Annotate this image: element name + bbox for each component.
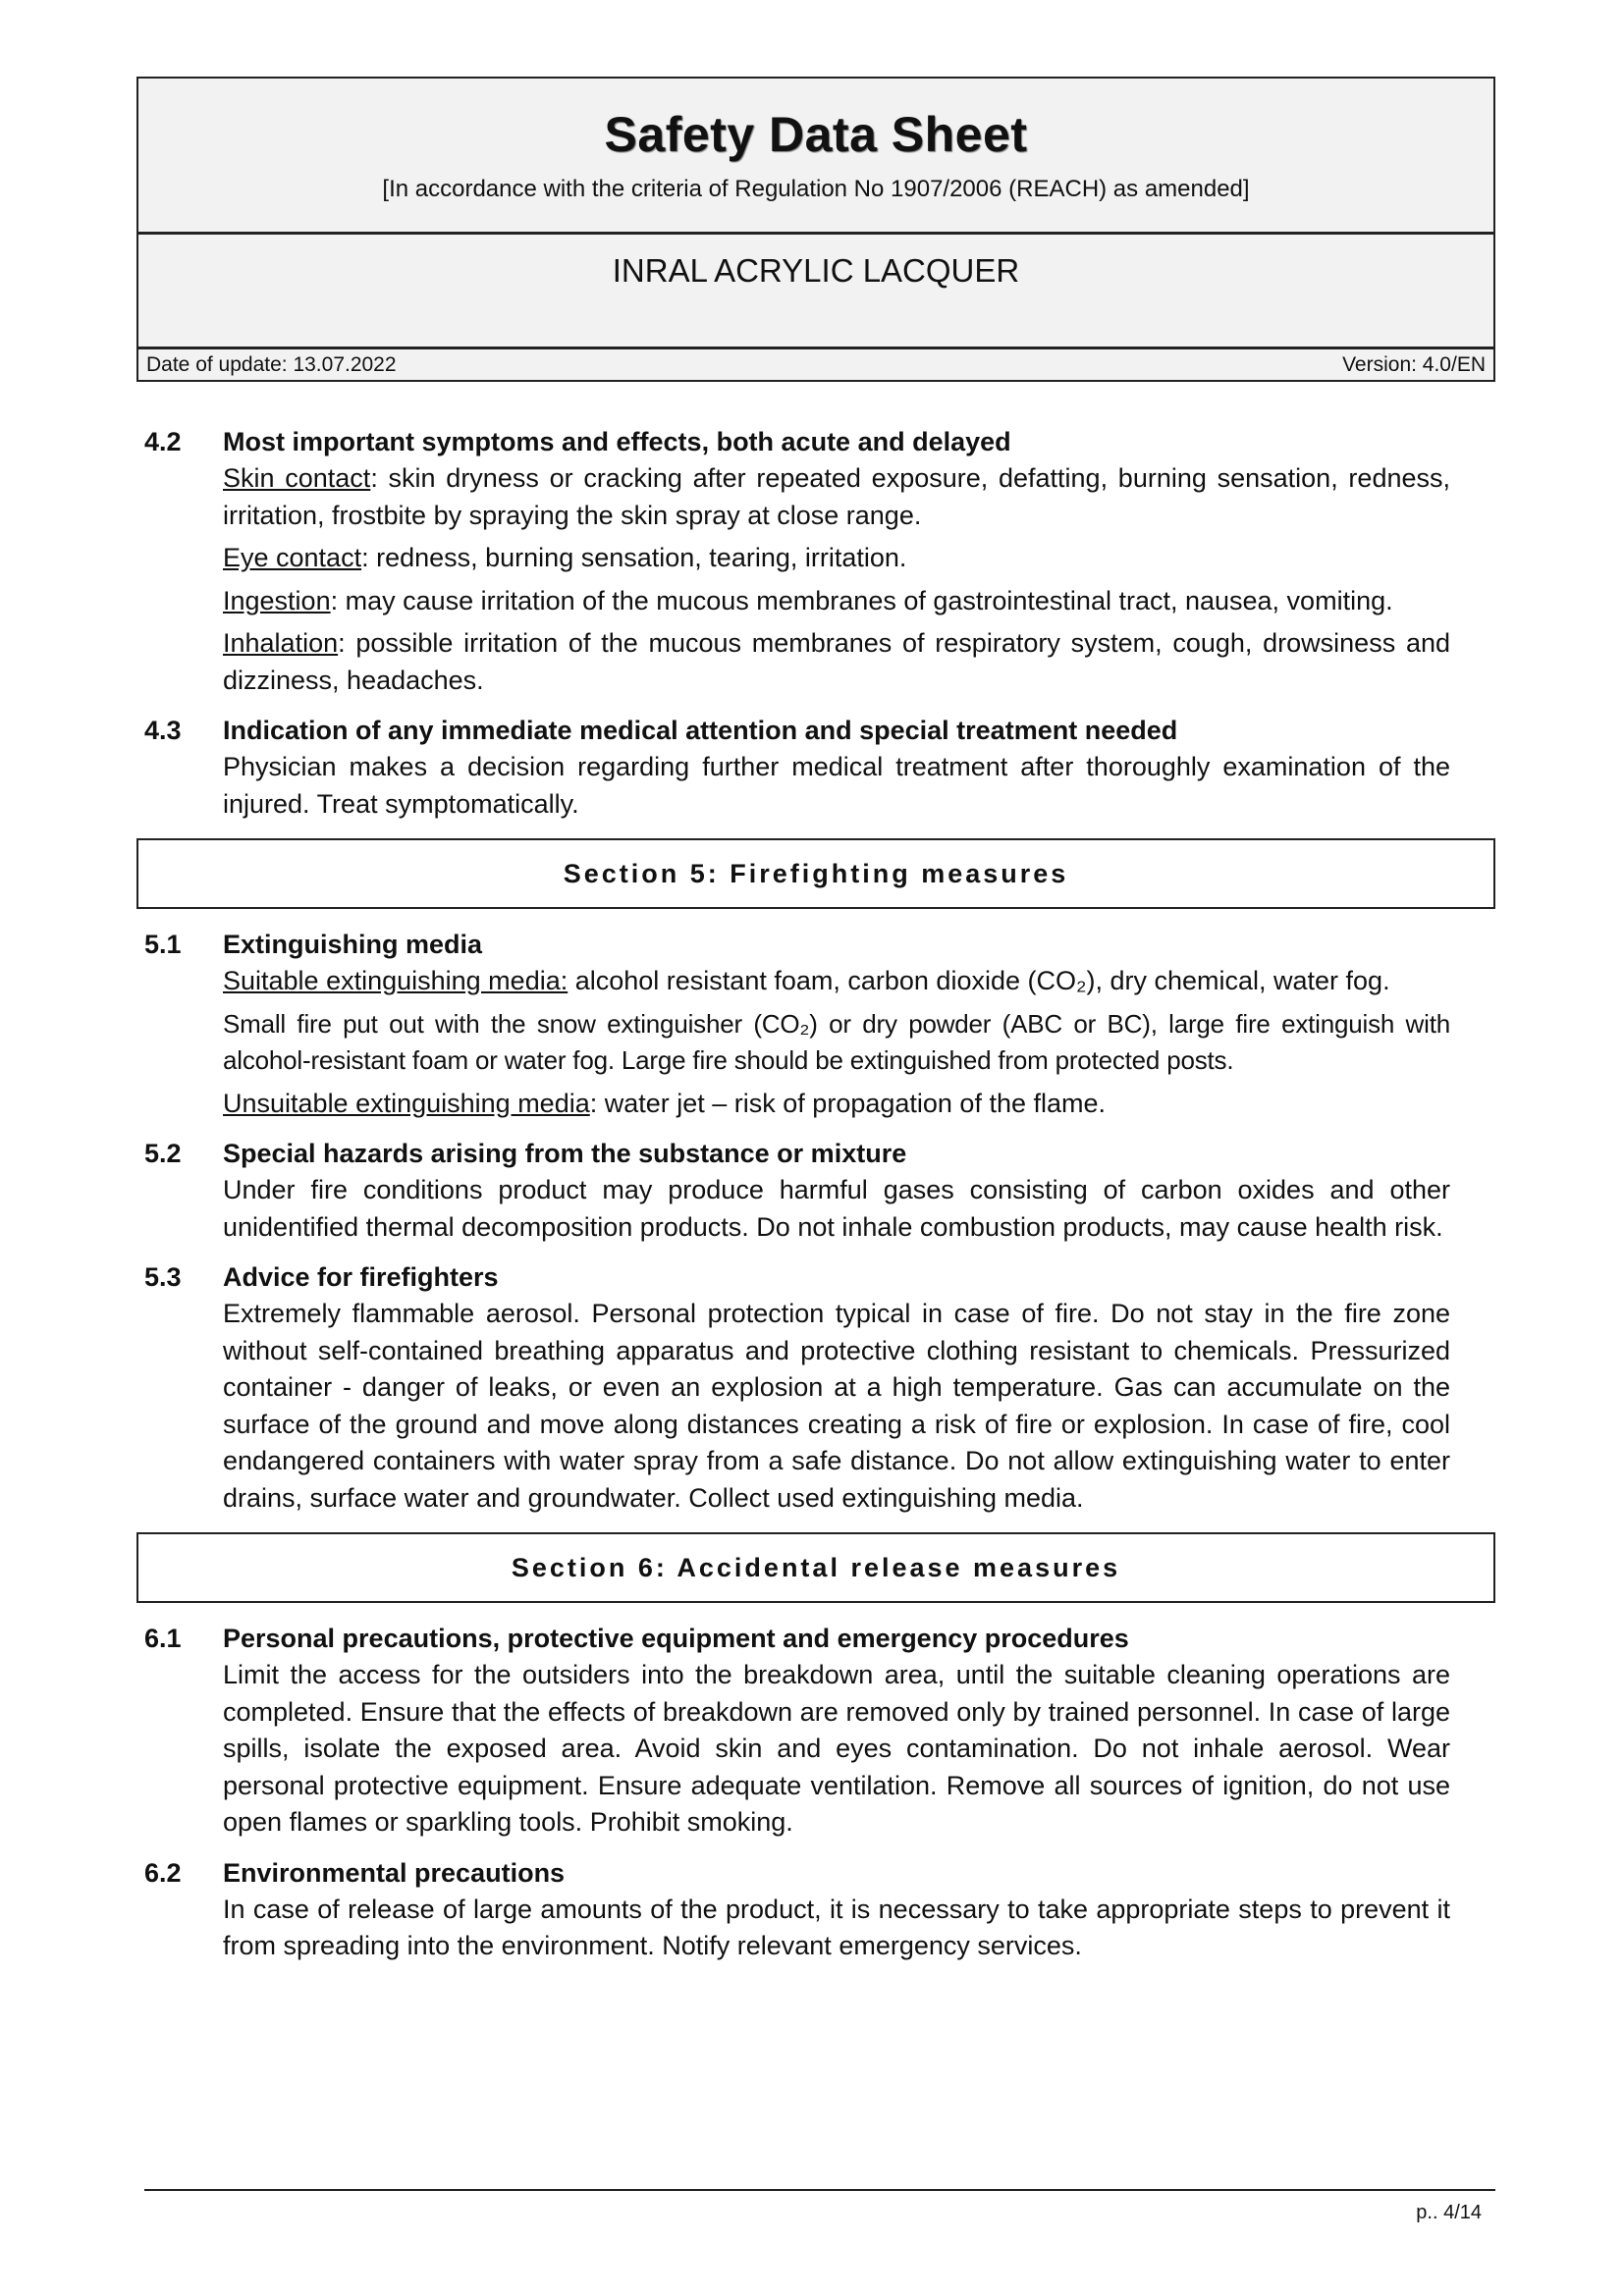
unsuitable-media-label: Unsuitable extinguishing media — [223, 1088, 590, 1118]
subsection-4-2 — [136, 424, 1495, 699]
subsection-title: Personal precautions, protective equipment and emergency procedures — [223, 1624, 1129, 1653]
subsection-number: 5.2 — [144, 1139, 182, 1168]
page-number: p.. 4/14 — [1416, 2202, 1482, 2223]
subsection-title: Extinguishing media — [223, 930, 483, 959]
section-5-heading: Section 5: Firefighting measures — [136, 838, 1495, 909]
document-title: Safety Data Sheet — [604, 107, 1028, 162]
subsection-title: Advice for firefighters — [223, 1262, 499, 1292]
subsection-6-1 — [136, 1621, 1495, 1842]
header-meta-row — [138, 349, 1493, 380]
skin-contact-paragraph — [223, 460, 1450, 534]
subsection-text: In case of release of large amounts of the product, it is necessary to take appropriate steps to prevent it from spreading into the environment. Notify relevant emergency services. — [223, 1894, 1450, 1960]
subsection-number: 6.1 — [144, 1624, 182, 1653]
subsection-4-3 — [136, 713, 1495, 823]
subsection-number: 5.3 — [144, 1262, 182, 1292]
suitable-media-paragraph — [223, 963, 1450, 1000]
inhalation-text: : possible irritation of the mucous membranes of respiratory system, cough, drowsiness and dizziness, headaches. — [223, 628, 1450, 695]
suitable-media-text: alcohol resistant foam, carbon dioxide (CO₂), dry chemical, water fog. — [568, 966, 1390, 995]
small-fire-paragraph: Small fire put out with the snow extinguisher (CO₂) or dry powder (ABC or BC), large fire extinguish with alcohol-resistant foam or water fog. Large fire should be extinguished from protected posts. — [223, 1008, 1450, 1075]
subsection-text: Limit the access for the outsiders into the breakdown area, until the suitable cleaning operations are completed. Ensure that the effects of breakdown are removed only by trained personnel. In case of large spills, isolate the exposed area. Avoid skin and eyes contamination. Do not inhale aerosol. Wear personal protective equipment. Ensure adequate ventilation. Remove all sources of ignition, do not use open flames or sparkling tools. Prohibit smoking. — [223, 1660, 1450, 1837]
subsection-title: Special hazards arising from the substance or mixture — [223, 1139, 907, 1168]
ingestion-paragraph — [223, 583, 1450, 620]
subsection-5-3 — [136, 1259, 1495, 1517]
subsection-number: 4.2 — [144, 427, 182, 456]
ingestion-text: : may cause irritation of the mucous membranes of gastrointestinal tract, nausea, vomiting. — [330, 585, 1393, 615]
subsection-title: Most important symptoms and effects, both acute and delayed — [223, 427, 1011, 456]
section-6-heading: Section 6: Accidental release measures — [136, 1532, 1495, 1603]
ingestion-label: Ingestion — [223, 585, 331, 615]
subsection-number: 4.3 — [144, 716, 182, 745]
subsection-title: Indication of any immediate medical attention and special treatment needed — [223, 716, 1178, 745]
skin-contact-label: Skin contact — [223, 463, 371, 493]
document-body — [136, 424, 1495, 1979]
unsuitable-media-text: : water jet – risk of propagation of the flame. — [589, 1088, 1107, 1118]
document-header — [136, 77, 1495, 382]
subsection-number: 6.2 — [144, 1857, 182, 1888]
eye-contact-label: Eye contact — [223, 543, 362, 572]
suitable-media-label: Suitable extinguishing media: — [223, 966, 568, 995]
footer-divider — [144, 2189, 1495, 2191]
eye-contact-text: : redness, burning sensation, tearing, irritation. — [361, 543, 907, 572]
subsection-number: 5.1 — [144, 930, 182, 959]
eye-contact-paragraph — [223, 540, 1450, 577]
subsection-text: Under fire conditions product may produce harmful gases consisting of carbon oxides and other unidentified thermal decomposition products. Do not inhale combustion products, may cause health risk. — [223, 1175, 1450, 1242]
date-of-update: Date of update: 13.07.2022 — [146, 352, 397, 376]
subsection-text: Extremely flammable aerosol. Personal protection typical in case of fire. Do not stay in the fire zone without self-contained breathing apparatus and protective clothing resistant to chemicals. Pressurized container - danger of leaks, or even an explosion at a high temperature. Gas can accumulate on the surface of the ground and move along distances creating a risk of fire or explosion. In case of fire, cool endangered containers with water spray from a safe distance. Do not allow extinguishing water to enter drains, surface water and groundwater. Collect used extinguishing media. — [223, 1299, 1450, 1513]
subsection-title: Environmental precautions — [223, 1857, 566, 1888]
unsuitable-media-paragraph — [223, 1086, 1450, 1123]
subsection-text: Physician makes a decision regarding further medical treatment after thoroughly examination of the injured. Treat symptomatically. — [223, 752, 1450, 819]
inhalation-paragraph — [223, 625, 1450, 699]
skin-contact-text: : skin dryness or cracking after repeated exposure, defatting, burning sensation, redness, irritation, frostbite by spraying the skin spray at close range. — [223, 463, 1450, 530]
subsection-6-2 — [136, 1855, 1495, 1965]
subsection-5-1 — [136, 927, 1495, 1122]
version: Version: 4.0/EN — [1342, 352, 1486, 376]
subsection-5-2 — [136, 1136, 1495, 1246]
document-subtitle: [In accordance with the criteria of Regulation No 1907/2006 (REACH) as amended] — [382, 176, 1250, 202]
product-name: INRAL ACRYLIC LACQUER — [138, 235, 1493, 349]
header-title-block — [138, 79, 1493, 235]
inhalation-label: Inhalation — [223, 628, 339, 658]
